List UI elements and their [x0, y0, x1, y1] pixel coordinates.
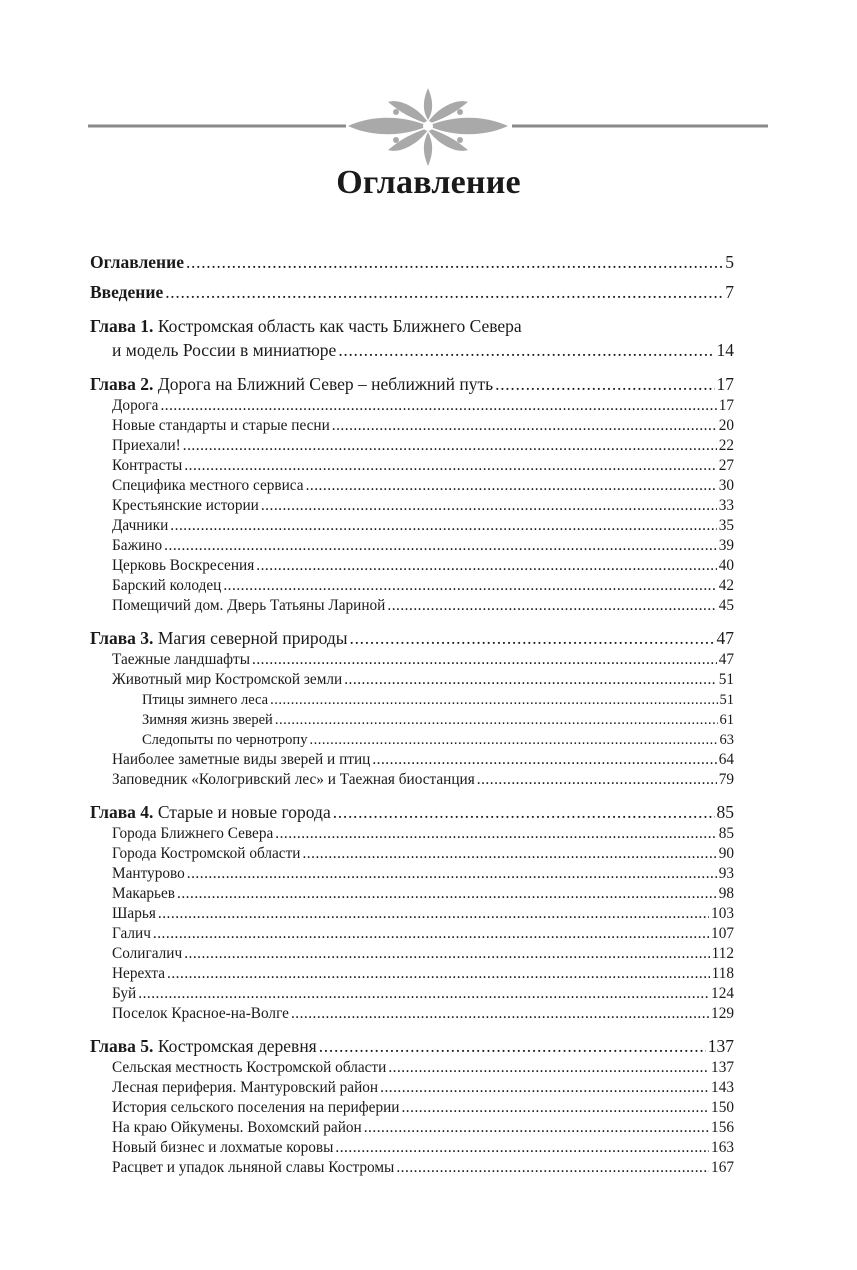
- toc-page-number: 150: [711, 1099, 734, 1116]
- toc-page-number: 79: [718, 771, 734, 788]
- dot-leader: [387, 596, 716, 616]
- toc-page-number: 47: [718, 651, 734, 668]
- dot-leader: [275, 824, 716, 844]
- toc-subentry[interactable]: [90, 556, 734, 576]
- dot-leader: [333, 800, 715, 824]
- toc-subentry[interactable]: [90, 904, 734, 924]
- toc-page-number: 137: [707, 1036, 734, 1056]
- toc-page-number: 129: [711, 1005, 734, 1022]
- dot-leader: [335, 1138, 709, 1158]
- dot-leader: [270, 690, 717, 710]
- toc-subentry[interactable]: [90, 1098, 734, 1118]
- subentry-title: Галич: [112, 925, 151, 942]
- dot-leader: [350, 626, 715, 650]
- subentry-title: На краю Ойкумены. Вохомский район: [112, 1119, 362, 1136]
- dot-leader: [184, 456, 716, 476]
- chapter-title: Дорога на Ближний Север – неближний путь: [157, 374, 494, 394]
- dot-leader: [256, 556, 716, 576]
- toc-page-number: 61: [719, 712, 734, 728]
- toc-subentry[interactable]: [90, 1158, 734, 1178]
- dot-leader: [401, 1098, 709, 1118]
- toc-subentry[interactable]: [90, 396, 734, 416]
- toc-subentry[interactable]: [90, 750, 734, 770]
- subentry-title: Зимняя жизнь зверей: [142, 712, 273, 728]
- subentry-title: Города Ближнего Севера: [112, 825, 274, 842]
- header-ornament: [0, 86, 857, 168]
- subentry-title: Расцвет и упадок льняной славы Костромы: [112, 1159, 395, 1176]
- chapter-title-continued: и модель России в миниатюре: [112, 340, 337, 360]
- toc-entry-introduction[interactable]: [90, 280, 734, 304]
- subentry-title: Церковь Воскресения: [112, 557, 255, 574]
- chapter-heading[interactable]: [90, 1034, 734, 1058]
- chapter-label: Глава 5.: [90, 1036, 154, 1056]
- subentry-title: Сельская местность Костромской области: [112, 1059, 387, 1076]
- toc-page-number: 90: [718, 845, 734, 862]
- dot-leader: [291, 1004, 709, 1024]
- toc-chapter-3: [90, 626, 734, 790]
- subentry-title: Заповедник «Кологривский лес» и Таежная биостанция: [112, 771, 475, 788]
- toc-page-number: 7: [725, 282, 734, 302]
- toc-chapter-5: [90, 1034, 734, 1178]
- subentry-title: Крестьянские истории: [112, 497, 259, 514]
- toc-chapter-2: [90, 372, 734, 616]
- dot-leader: [364, 1118, 709, 1138]
- toc-chapter-1[interactable]: [90, 314, 734, 362]
- toc-subentry[interactable]: [90, 596, 734, 616]
- dot-leader: [380, 1078, 709, 1098]
- dot-leader: [309, 730, 717, 750]
- toc-page-number: 33: [718, 497, 734, 514]
- subentry-title: Мантурово: [112, 865, 185, 882]
- dot-leader: [302, 844, 716, 864]
- toc-page-number: 40: [718, 557, 734, 574]
- toc-page-number: 5: [725, 252, 734, 272]
- dot-leader: [252, 650, 717, 670]
- toc-entry-title: Введение: [90, 282, 164, 302]
- subentry-title: Шарья: [112, 905, 156, 922]
- toc-page-number: 51: [718, 671, 734, 688]
- toc-subentry[interactable]: [90, 496, 734, 516]
- subentry-title: Буй: [112, 985, 137, 1002]
- dot-leader: [495, 372, 714, 396]
- dot-leader: [306, 476, 717, 496]
- dot-leader: [388, 1058, 709, 1078]
- toc-page-number: 64: [718, 751, 734, 768]
- toc-entry-title: Оглавление: [90, 252, 184, 272]
- chapter-label: Глава 2.: [90, 374, 154, 394]
- toc-subentry[interactable]: [90, 1118, 734, 1138]
- subentry-title: Новый бизнес и лохматые коровы: [112, 1139, 334, 1156]
- toc-page-number: 143: [711, 1079, 734, 1096]
- chapter-heading-line1: [90, 314, 734, 338]
- dot-leader: [164, 536, 717, 556]
- toc-subentry[interactable]: [90, 924, 734, 944]
- toc-subentry[interactable]: [90, 416, 734, 436]
- dot-leader: [372, 750, 716, 770]
- subentry-title: Поселок Красное-на-Волге: [112, 1005, 289, 1022]
- chapter-title: Костромская деревня: [157, 1036, 317, 1056]
- subentry-title: Таежные ландшафты: [112, 651, 251, 668]
- chapter-label: Глава 3.: [90, 628, 154, 648]
- toc-subentry[interactable]: [90, 844, 734, 864]
- toc-page-number: 98: [718, 885, 734, 902]
- toc-subentry[interactable]: [90, 864, 734, 884]
- subentry-title: История сельского поселения на периферии: [112, 1099, 400, 1116]
- toc-page-number: 85: [718, 825, 734, 842]
- toc-page-number: 85: [716, 802, 734, 822]
- toc-page-number: 27: [718, 457, 734, 474]
- chapter-heading-line2: [90, 338, 734, 362]
- toc-subentry[interactable]: [90, 884, 734, 904]
- toc-subentry[interactable]: [90, 984, 734, 1004]
- toc-page-number: 124: [711, 985, 734, 1002]
- toc-page-number: 163: [711, 1139, 734, 1156]
- toc-subsubentry[interactable]: [90, 690, 734, 710]
- chapter-label: Глава 1.: [90, 316, 154, 336]
- toc-page-number: 156: [711, 1119, 734, 1136]
- toc-subentry[interactable]: [90, 770, 734, 790]
- subentry-title: Помещичий дом. Дверь Татьяны Лариной: [112, 597, 386, 614]
- toc-subentry[interactable]: [90, 670, 734, 690]
- subentry-title: Барский колодец: [112, 577, 222, 594]
- toc-subsubentry[interactable]: [90, 710, 734, 730]
- dot-leader: [170, 516, 716, 536]
- toc-entry-contents[interactable]: [90, 250, 734, 274]
- toc-page-number: 39: [718, 537, 734, 554]
- subentry-title: Лесная периферия. Мантуровский район: [112, 1079, 379, 1096]
- toc-subentry[interactable]: [90, 576, 734, 596]
- subentry-title: Животный мир Костромской земли: [112, 671, 343, 688]
- toc-subentry[interactable]: [90, 964, 734, 984]
- dot-leader: [275, 710, 718, 730]
- dot-leader: [160, 396, 716, 416]
- subentry-title: Новые стандарты и старые песни: [112, 417, 330, 434]
- chapter-title: Старые и новые города: [157, 802, 331, 822]
- subentry-title: Контрасты: [112, 457, 183, 474]
- page-title: Оглавление: [336, 164, 521, 201]
- dot-leader: [223, 576, 716, 596]
- toc-subentry[interactable]: [90, 824, 734, 844]
- dot-leader: [319, 1034, 706, 1058]
- dot-leader: [158, 904, 709, 924]
- toc-subentry[interactable]: [90, 1078, 734, 1098]
- dot-leader: [186, 250, 723, 274]
- chapter-heading[interactable]: [90, 372, 734, 396]
- toc-page-number: 14: [716, 340, 734, 360]
- dot-leader: [183, 436, 717, 456]
- toc-subentry[interactable]: [90, 650, 734, 670]
- toc-subentry[interactable]: [90, 476, 734, 496]
- subentry-title: Нерехта: [112, 965, 166, 982]
- toc-page-number: 47: [716, 628, 734, 648]
- toc-page-number: 107: [711, 925, 734, 942]
- toc-page-number: 42: [718, 577, 734, 594]
- chapter-label: Глава 4.: [90, 802, 154, 822]
- dot-leader: [338, 338, 714, 362]
- toc-page-number: 167: [711, 1159, 734, 1176]
- toc-page-number: 35: [718, 517, 734, 534]
- toc-page-number: 17: [718, 397, 734, 414]
- toc-page-number: 93: [718, 865, 734, 882]
- toc-page-number: 51: [719, 692, 734, 708]
- toc-page-number: 63: [719, 732, 734, 748]
- subentry-title: Солигалич: [112, 945, 183, 962]
- toc-subentry[interactable]: [90, 516, 734, 536]
- dot-leader: [165, 280, 723, 304]
- dot-leader: [167, 964, 710, 984]
- dot-leader: [477, 770, 717, 790]
- toc-subentry[interactable]: [90, 436, 734, 456]
- chapter-heading[interactable]: [90, 626, 734, 650]
- chapter-heading[interactable]: [90, 800, 734, 824]
- toc-page-number: 112: [711, 945, 734, 962]
- toc-subentry[interactable]: [90, 1138, 734, 1158]
- toc-page-number: 22: [718, 437, 734, 454]
- chapter-title: Костромская область как часть Ближнего Севера: [157, 316, 522, 336]
- toc-subentry[interactable]: [90, 536, 734, 556]
- toc-page-number: 137: [711, 1059, 734, 1076]
- subentry-title: Дачники: [112, 517, 169, 534]
- dot-leader: [261, 496, 717, 516]
- subentry-title: Наиболее заметные виды зверей и птиц: [112, 751, 371, 768]
- dot-leader: [187, 864, 717, 884]
- toc-chapter-4: [90, 800, 734, 1024]
- dot-leader: [332, 416, 717, 436]
- chapter-title: Магия северной природы: [157, 628, 348, 648]
- subentry-title: Города Костромской области: [112, 845, 301, 862]
- toc-subentry[interactable]: [90, 1004, 734, 1024]
- subentry-title: Специфика местного сервиса: [112, 477, 304, 494]
- subentry-title: Птицы зимнего леса: [142, 692, 269, 708]
- toc-subentry[interactable]: [90, 944, 734, 964]
- dot-leader: [396, 1158, 709, 1178]
- table-of-contents: [90, 250, 734, 1178]
- toc-page-number: 103: [711, 905, 734, 922]
- dot-leader: [344, 670, 716, 690]
- dot-leader: [153, 924, 709, 944]
- dot-leader: [184, 944, 709, 964]
- toc-page-number: 118: [711, 965, 734, 982]
- subentry-title: Бажино: [112, 537, 163, 554]
- toc-subentry[interactable]: [90, 456, 734, 476]
- dot-leader: [138, 984, 709, 1004]
- toc-page-number: 30: [718, 477, 734, 494]
- toc-page-number: 45: [718, 597, 734, 614]
- toc-subentry[interactable]: [90, 1058, 734, 1078]
- toc-subsubentry[interactable]: [90, 730, 734, 750]
- subentry-title: Макарьев: [112, 885, 176, 902]
- dot-leader: [177, 884, 717, 904]
- ornament-center: [423, 121, 433, 131]
- subentry-title: Дорога: [112, 397, 159, 414]
- toc-page-number: 17: [716, 374, 734, 394]
- subentry-title: Приехали!: [112, 437, 181, 454]
- subentry-title: Следопыты по чернотропу: [142, 732, 308, 748]
- toc-page-number: 20: [718, 417, 734, 434]
